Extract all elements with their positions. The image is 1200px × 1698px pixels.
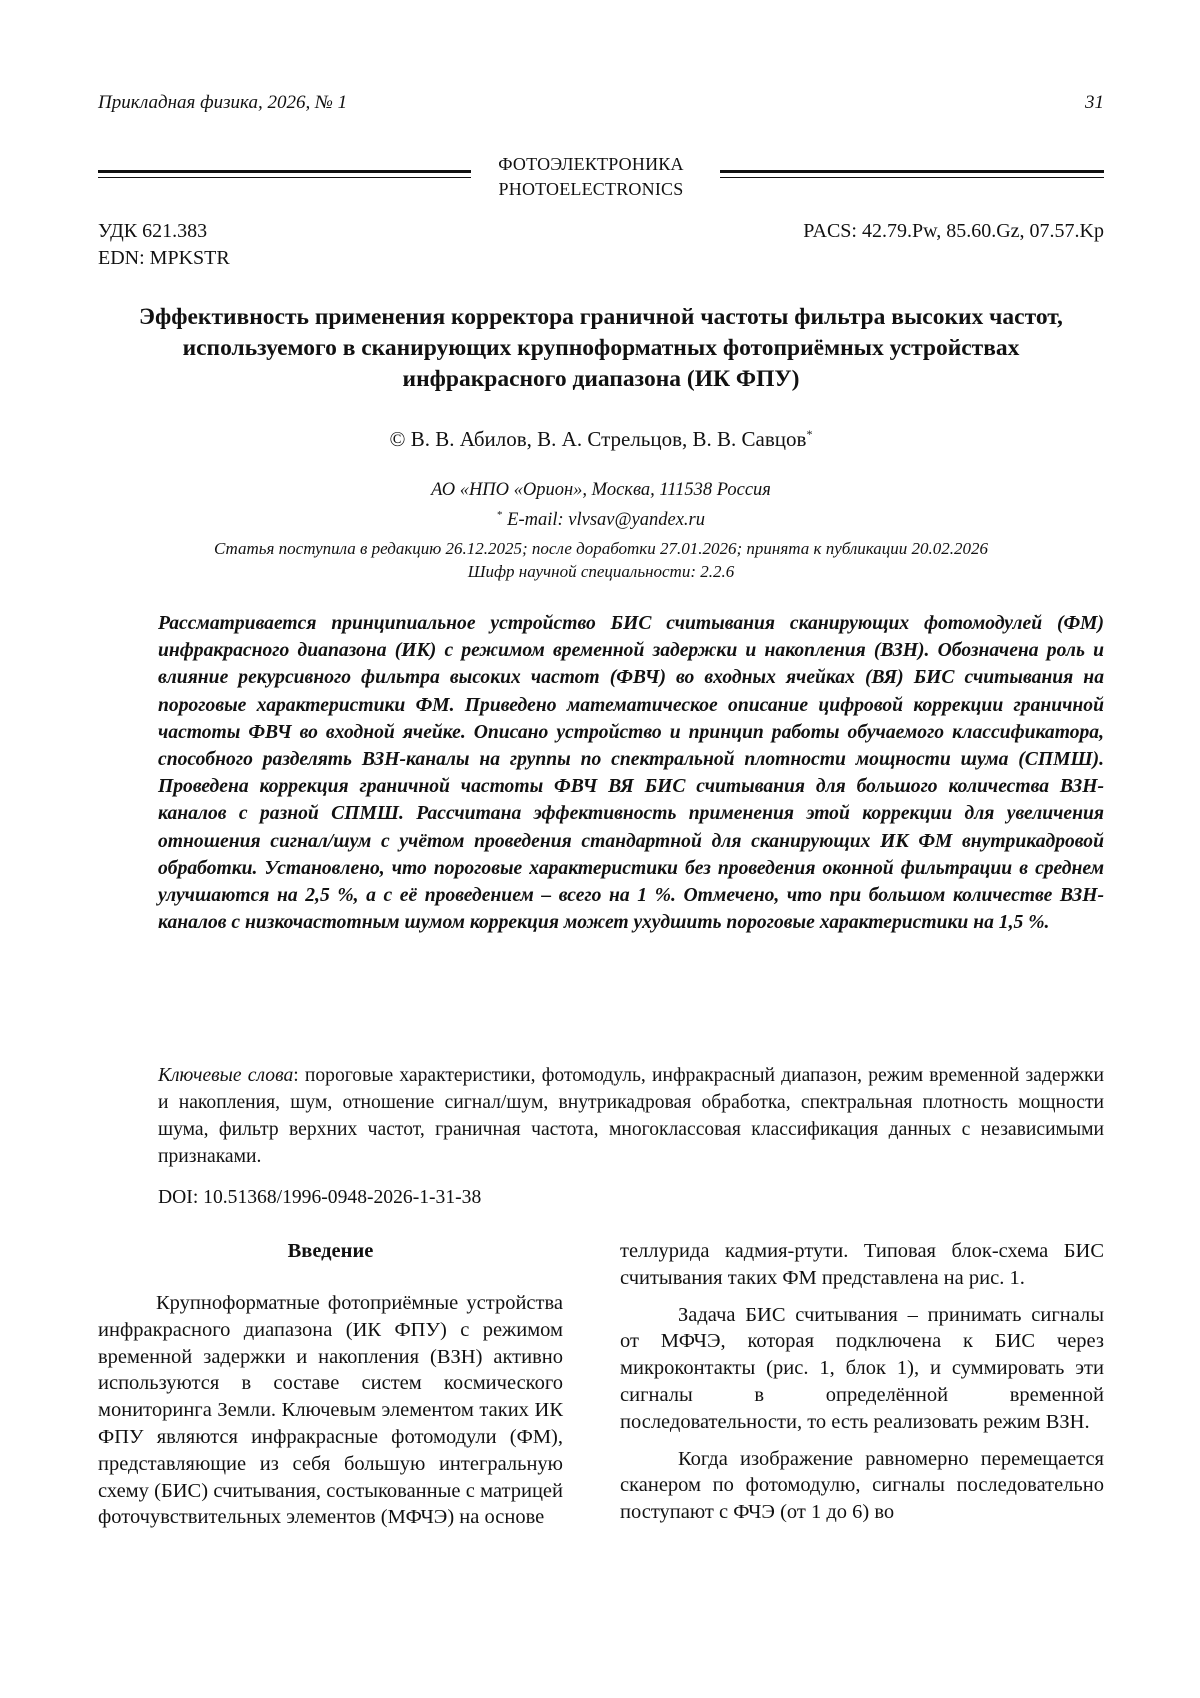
section-banner (98, 152, 1104, 204)
running-head (98, 92, 1104, 118)
udk-code: УДК 621.383 (98, 220, 208, 242)
affiliation-org: АО «НПО «Орион», Москва, 111538 Россия (431, 480, 771, 500)
section-name-en: PHOTOELECTRONICS (498, 179, 684, 199)
keywords-text: : пороговые характеристики, фотомодуль, инфракрасный диапазон, режим временной задержки и накопления, шум, отношение сигнал/шум, внутрикадровая обработка, спектральная плотность мощности шума, фильтр верхних частот, граничная частота, многоклассовая классификация данных с независимыми признаками. (158, 1065, 1104, 1167)
authors-names: © В. В. Абилов, В. А. Стрельцов, В. В. Савцов (389, 427, 807, 451)
section-rule-right (720, 170, 1104, 178)
keywords-label: Ключевые слова (158, 1065, 294, 1086)
keywords (158, 1062, 1104, 1170)
journal-citation: Прикладная физика, 2026, № 1 (98, 92, 348, 113)
contact-email-line (98, 503, 1104, 533)
body-column-right (620, 1238, 1104, 1526)
body-column-left (98, 1238, 563, 1531)
paragraph: Крупноформатные фотоприёмные устройства инфракрасного диапазона (ИК ФПУ) с режимом временной задержки и накопления (ВЗН) активно используются в составе систем космического мониторинга Земли. Ключевым элементом таких ИК ФПУ являются инфракрасные фотомодули (ФМ), представляющие из себя большую интегральную схему (БИС) считывания, состыкованные с матрицей фоточувствительных элементов (МФЧЭ) на основе (98, 1292, 563, 1529)
paragraph-continued: теллурида кадмия-ртути. Типовая блок-схема БИС считывания таких ФМ представлена на рис. 1. (620, 1240, 1104, 1289)
pacs-codes: PACS: 42.79.Pw, 85.60.Gz, 07.57.Kp (803, 220, 1104, 242)
contact-email: E-mail: vlvsav@yandex.ru (502, 510, 705, 531)
section-heading-introduction: Введение (287, 1240, 374, 1262)
section-rule-left (98, 170, 471, 178)
corresponding-author-mark: * (806, 427, 813, 441)
section-name-ru: ФОТОЭЛЕКТРОНИКА (498, 154, 684, 174)
affiliation-block (98, 478, 1104, 533)
page-number: 31 (1085, 92, 1104, 113)
edn-code: EDN: MPKSTR (98, 247, 230, 269)
paragraph: Задача БИС считывания – принимать сигналы от МФЧЭ, которая подключена к БИС через микроконтакты (рис. 1, блок 1), и суммировать эти сигналы в определённой временной последовательности, то есть реализовать режим ВЗН. (620, 1303, 1104, 1433)
publication-dates (98, 537, 1104, 583)
received-dates: Статья поступила в редакцию 26.12.2025; после доработки 27.01.2026; принята к публикации 20.02.2026 (213, 539, 989, 558)
doi: DOI: 10.51368/1996-0948-2026-1-31-38 (158, 1187, 482, 1208)
specialty-code: Шифр научной специальности: 2.2.6 (467, 562, 735, 581)
abstract: Рассматривается принципиальное устройство БИС считывания сканирующих фотомодулей (ФМ) инфракрасного диапазона (ИК) с режимом временной задержки и накопления (ВЗН). Обозначена роль и влияние рекурсивного фильтра высоких частот (ФВЧ) во входных ячейках (ВЯ) БИС считывания на пороговые характеристики ФМ. Приведено математическое описание цифровой коррекции граничной частоты ФВЧ во входной ячейке. Описано устройство и принцип работы обучаемого классификатора, способного разделять ВЗН-каналы на группы по спектральной плотности мощности шума (СПМШ). Проведена коррекция граничной частоты ФВЧ ВЯ БИС считывания для большого количества ВЗН-каналов с разной СПМШ. Рассчитана эффективность применения этой коррекции для увеличения отношения сигнал/шум с учётом проведения стандартной для сканирующих ИК ФМ внутрикадровой обработки. Установлено, что пороговые характеристики без проведения оконной фильтрации в среднем улучшаются на 2,5 %, а с её проведением – всего на 1 %. Отмечено, что при большом количестве ВЗН-каналов с низкочастотным шумом коррекция может ухудшить пороговые характеристики на 1,5 %. (158, 613, 1104, 934)
article-title: Эффективность применения корректора граничной частоты фильтра высоких частот, используемого в сканирующих крупноформатных фотоприёмных устройствах инфракрасного диапазона (ИК ФПУ) (139, 304, 1063, 392)
section-labels (490, 152, 692, 202)
author-list (98, 427, 1104, 452)
email-mark: * (497, 509, 503, 521)
paragraph: Когда изображение равномерно перемещается сканером по фотомодулю, сигналы последовательно поступают с ФЧЭ (от 1 до 6) во (620, 1447, 1104, 1524)
